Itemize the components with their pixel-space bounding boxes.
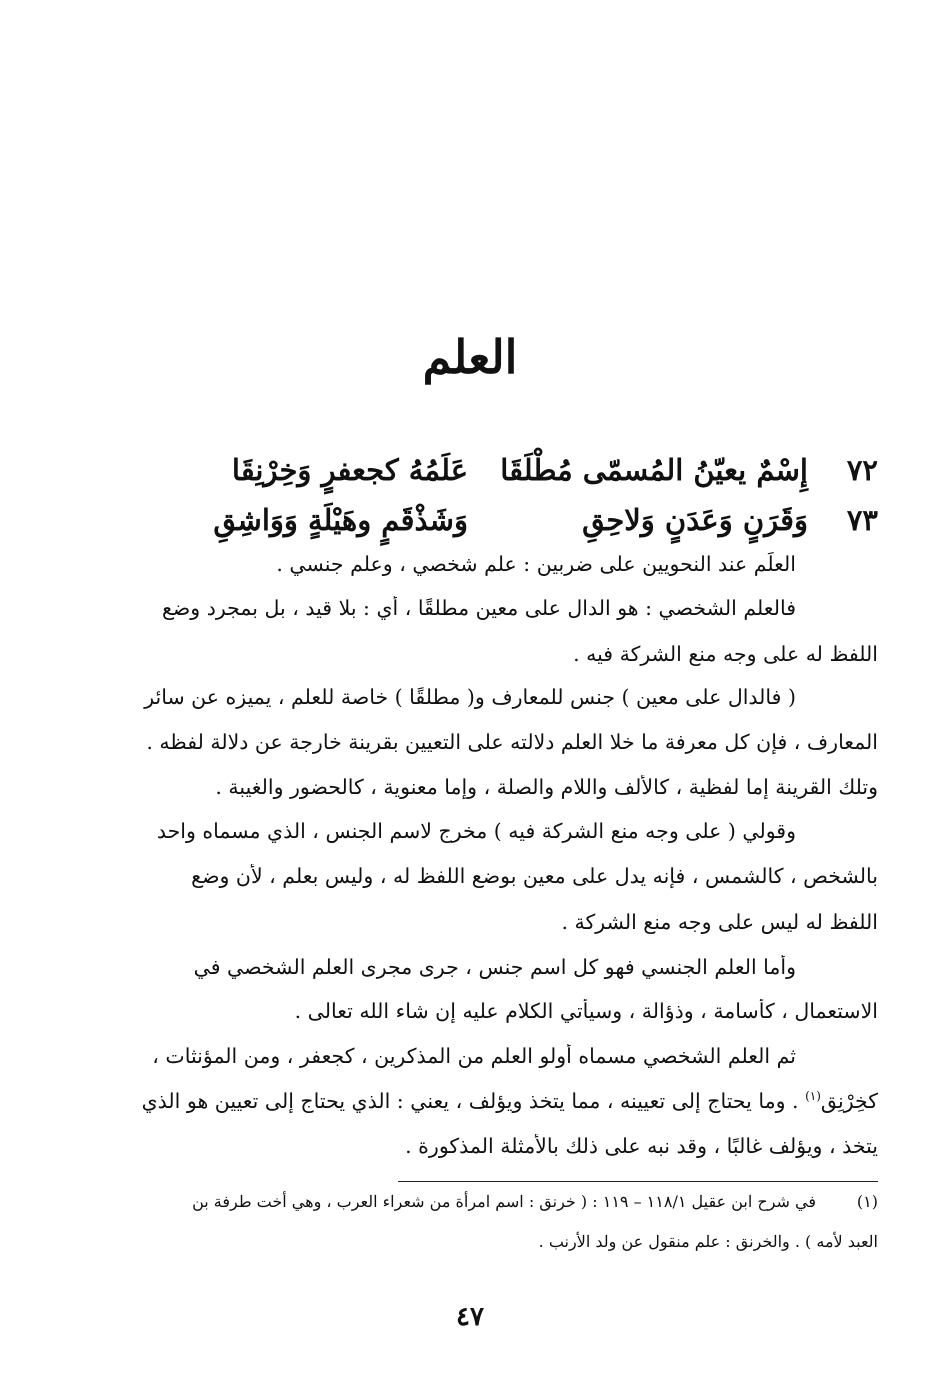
verse-second-hemistich: وَشَذْقَمٍ وهَيْلَةٍ وَوَاشِقِ [213,503,468,537]
text-line: المعارف ، فإن كل معرفة ما خلا العلم دلالته على التعيين بقرينة خارجة عن دلالة لفظه . [146,730,878,754]
footnote-text: العبد لأمه ) . والخرنق : علم منقول عن ولد الأرنب . [538,1232,878,1251]
text-line: فالعلم الشخصي : هو الدال على معين مطلقًا ، أي : بلا قيد ، بل بمجرد وضع [161,596,796,620]
text-line: وتلك القرينة إما لفظية ، كالألف واللام والصلة ، وإما معنوية ، كالحضور والغيبة . [215,775,878,799]
text-line: بالشخص ، كالشمس ، فإنه يدل على معين بوضع اللفظ له ، وليس بعلم ، لأن وضع [191,864,878,888]
footnote-number: (١) [856,1192,878,1211]
text-line: وأما العلم الجنسي فهو كل اسم جنس ، جرى مجرى العلم الشخصي في [193,955,796,979]
text-line: وقولي ( على وجه منع الشركة فيه ) مخرج لاسم الجنس ، الذي مسماه واحد [156,819,796,843]
verse-first-hemistich: إِسْمٌ يعيّنُ المُسمّى مُطْلَقَا [500,453,808,487]
verse-first-hemistich: وَقَرَنٍ وَعَدَنٍ وَلاحِقِ [582,503,808,537]
verse-line [118,453,878,503]
footnote-line [58,1192,878,1222]
footnote-text: في شرح ابن عقيل ١١٨/١ – ١١٩ : ( خرنق : اسم امرأة من شعراء العرب ، وهي أخت طرفة بن [192,1192,816,1211]
text-word: كخِرْنِق [820,1089,878,1113]
text-line: ( فالدال على معين ) جنس للمعارف و( مطلقًا ) خاصة للعلم ، يميزه عن سائر [144,685,796,709]
verse-line [118,503,878,553]
footnote-marker[interactable]: (١) [805,1089,821,1104]
verse-number: ٧٣ [846,503,878,537]
text-line: اللفظ له على وجه منع الشركة فيه . [573,642,878,666]
page-number: ٤٧ [456,1302,484,1332]
footnote-line [58,1232,878,1262]
text-line: ثم العلم الشخصي مسماه أولو العلم من المذكرين ، كجعفر ، ومن المؤنثات ، [152,1044,796,1068]
footnote-divider [398,1181,878,1182]
text-line: الاستعمال ، كأسامة ، وذؤالة ، وسيأتي الكلام عليه إن شاء الله تعالى . [294,999,878,1023]
verse-number: ٧٢ [846,453,878,487]
text-line: يتخذ ، ويؤلف غالبًا ، وقد نبه على ذلك بالأمثلة المذكورة . [405,1134,878,1158]
text-continuation: . وما يحتاج إلى تعيينه ، مما يتخذ ويؤلف ، يعني : الذي يحتاج إلى تعيين هو الذي [141,1089,806,1113]
chapter-title: العلم [422,330,518,384]
text-line: العلَم عند النحويين على ضربين : علم شخصي ، وعلم جنسي . [276,552,796,576]
text-line [58,1089,878,1129]
verse-second-hemistich: عَلَمُهُ كجعفرٍ وَخِرْنِقَا [231,453,468,487]
text-line: اللفظ له ليس على وجه منع الشركة . [561,910,878,934]
